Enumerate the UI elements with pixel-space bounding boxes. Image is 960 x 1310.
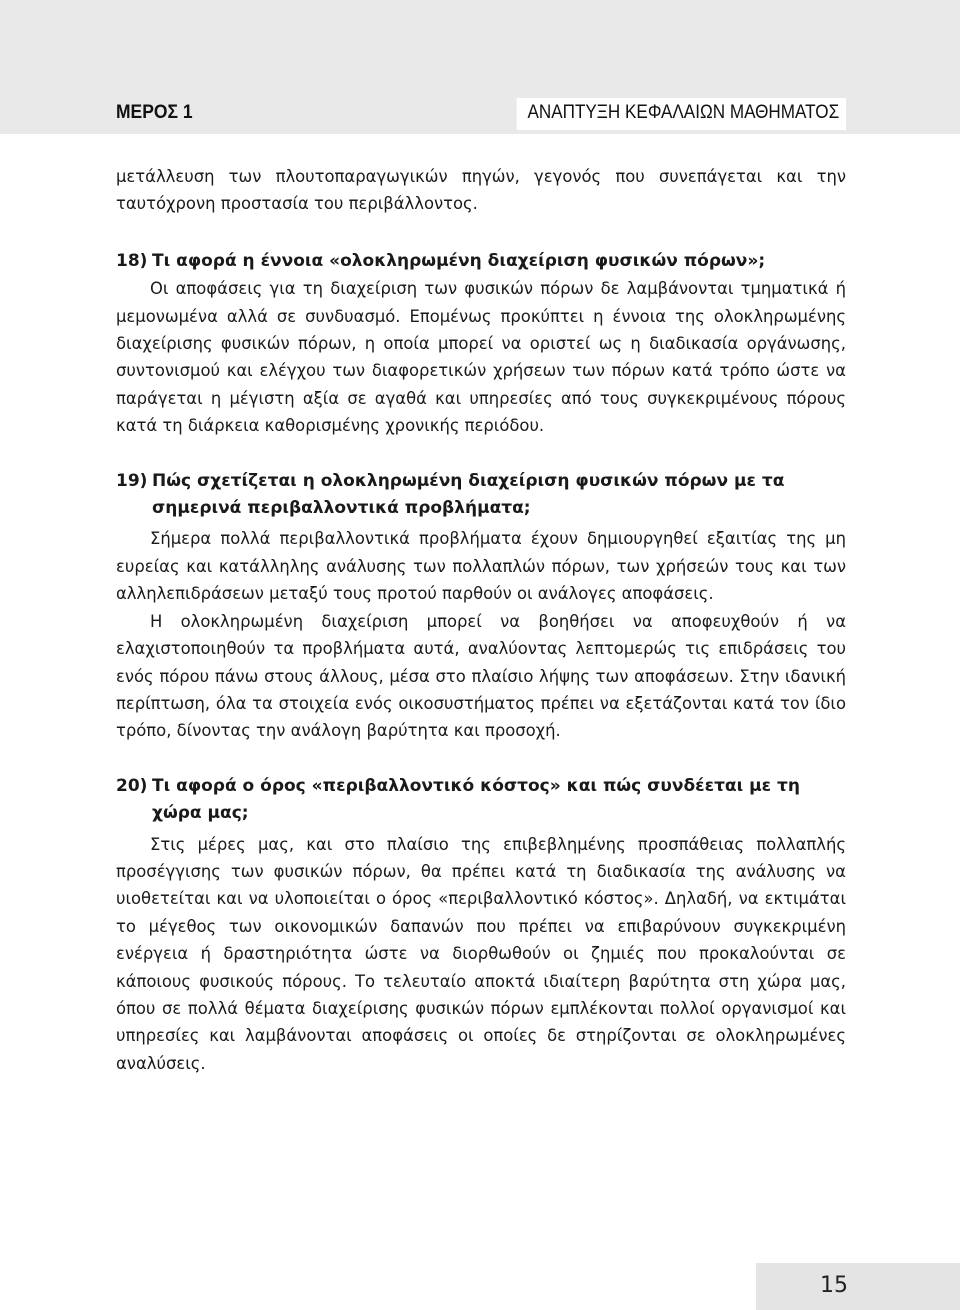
answer-18: Οι αποφάσεις για τη διαχείριση των φυσικών πόρων δε λαμβάνονται τμηματικά ή μεμονωμένα αλλά σε συνδυασμό. Επομένως προκύπτει η έννοια της ολοκληρωμένης διαχείρισης φυσικών πόρων, η οποία μπορεί να οριστεί ως η διαδικασία οργάνωσης, συντονισμού και ελέγχου των διαφορετικών χρήσεων των πόρων κατά τρόπο ώστε να παράγεται η μέγιστη αξία σε αγαθά και υπηρεσίες από τους συγκεκριμένους πόρους κατά τη διάρκεια καθορισμένης χρονικής περιόδου. xyxy=(116,279,846,436)
question-text: Πώς σχετίζεται η ολοκληρωμένη διαχείριση φυσικών πόρων με τα σημερινά περιβαλλοντικά προβλήματα; xyxy=(152,470,785,519)
question-text: Τι αφορά η έννοια «ολοκληρωμένη διαχείριση φυσικών πόρων»; xyxy=(152,250,766,271)
part-label: ΜΕΡΟΣ 1 xyxy=(116,102,193,123)
answer-20: Στις μέρες μας, και στο πλαίσιο της επιβεβλημένης προσπάθειας πολλαπλής προσέγγισης των φυσικών πόρων, θα πρέπει κατά τη διαδικασία της ανάλυσης να υιοθετείται και να υλοποιείται ο όρος «περιβαλλοντικό κόστος». Δηλαδή, να εκτιμάται το μέγεθος των οικονομικών δαπανών που πρέπει να επιβαρύνουν συγκεκριμένη ενέργεια ή δραστηριότητα ώστε να διορθωθούν οι ζημιές που προκαλούνται σε κάποιους φυσικούς πόρους. Το τελευταίο αποκτά ιδιαίτερη βαρύτητα στη χώρα μας, όπου σε πολλά θέματα διαχείρισης φυσικών πόρων εμπλέκονται πολλοί οργανισμοί και υπηρεσίες και λαμβάνονται αποφάσεις οι οποίες δε στηρίζονται σε ολοκληρωμένες αναλύσεις. xyxy=(116,834,846,1073)
intro-paragraph: μετάλλευση των πλουτοπαραγωγικών πηγών, γεγονός που συνεπάγεται και την ταυτόχρονη προστασία του περιβάλλοντος. xyxy=(116,167,846,214)
answer-19-paragraph-2: Η ολοκληρωμένη διαχείριση μπορεί να βοηθήσει να αποφευχθούν ή να ελαχιστοποιηθούν τα προβλήματα αυτά, αναλύοντας λεπτομερώς τις επιδράσεις του ενός πόρου πάνω στους άλλους, μέσα στο πλαίσιο λήψης των αποφάσεων. Στην ιδανική περίπτωση, όλα τα στοιχεία ενός οικοσυστήματος πρέπει να εξετάζονται κατά τον ίδιο τρόπο, δίνοντας την ανάλογη βαρύτητα και προσοχή. xyxy=(116,611,846,741)
page-number: 15 xyxy=(820,1273,848,1298)
question-text: Τι αφορά ο όρος «περιβαλλοντικό κόστος» και πώς συνδέεται με τη χώρα μας; xyxy=(152,775,800,824)
question-18 xyxy=(116,248,846,275)
question-20 xyxy=(116,773,846,828)
page-content xyxy=(116,163,846,1077)
chapter-title: ΑΝΑΠΤΥΞΗ ΚΕΦΑΛΑΙΩΝ ΜΑΘΗΜΑΤΟΣ xyxy=(516,98,846,130)
question-number: 19) xyxy=(116,470,148,491)
question-number: 20) xyxy=(116,775,148,796)
question-19 xyxy=(116,468,846,523)
page-number-tab xyxy=(756,1263,960,1310)
answer-19-paragraph-1: Σήμερα πολλά περιβαλλοντικά προβλήματα έχουν δημιουργηθεί εξαιτίας της μη ευρείας και κατάλληλης ανάλυσης των πολλαπλών πόρων, των χρήσεών τους και των αλληλεπιδράσεων μεταξύ τους προτού παρθούν οι ανάλογες αποφάσεις. xyxy=(116,529,846,604)
question-number: 18) xyxy=(116,250,148,271)
